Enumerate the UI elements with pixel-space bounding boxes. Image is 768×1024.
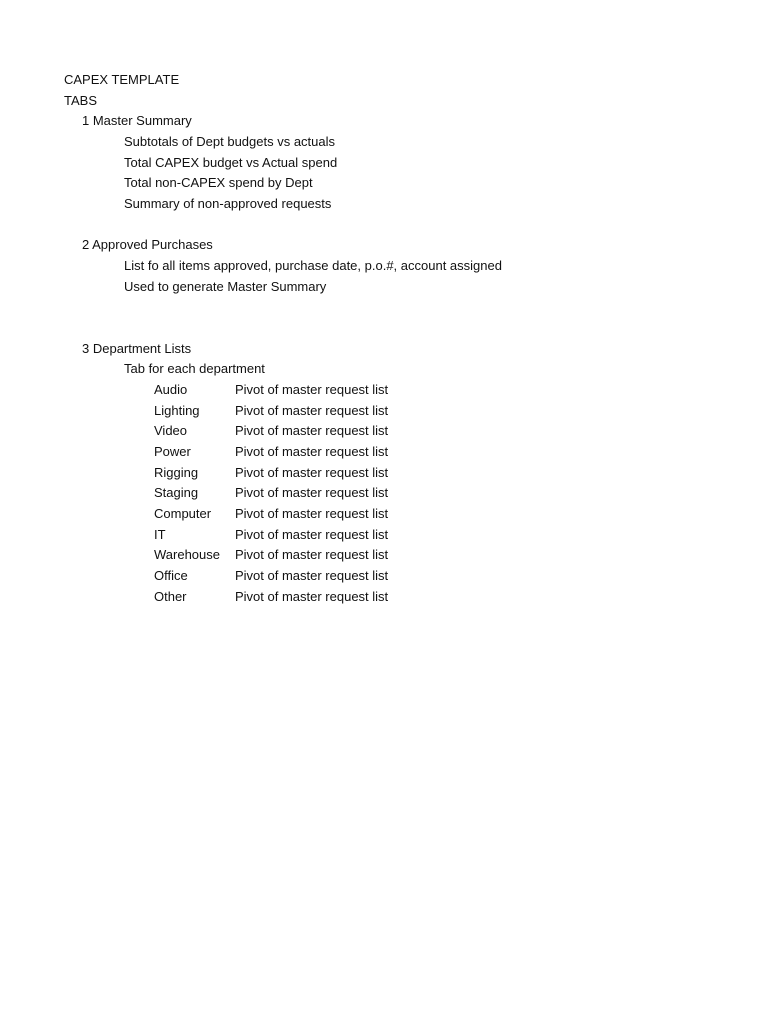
department-name: Other bbox=[154, 589, 187, 604]
department-description: Pivot of master request list bbox=[235, 382, 389, 397]
department-name: Staging bbox=[154, 485, 199, 500]
list-item: Tab for each department bbox=[124, 361, 265, 376]
department-description: Pivot of master request list bbox=[235, 506, 389, 521]
department-name: Audio bbox=[154, 382, 188, 397]
department-description: Pivot of master request list bbox=[235, 423, 389, 438]
section-heading-department-lists: 3 Department Lists bbox=[82, 341, 192, 356]
department-description: Pivot of master request list bbox=[235, 444, 389, 459]
department-description: Pivot of master request list bbox=[235, 485, 389, 500]
list-item: Total CAPEX budget vs Actual spend bbox=[124, 155, 338, 170]
department-name: Video bbox=[154, 423, 188, 438]
tabs-heading: TABS bbox=[64, 93, 97, 108]
department-name: IT bbox=[154, 527, 166, 542]
department-description: Pivot of master request list bbox=[235, 547, 389, 562]
section-heading-master-summary: 1 Master Summary bbox=[82, 113, 192, 128]
list-item: Summary of non-approved requests bbox=[124, 196, 332, 211]
department-name: Lighting bbox=[154, 403, 200, 418]
department-name: Office bbox=[154, 568, 188, 583]
department-description: Pivot of master request list bbox=[235, 527, 389, 542]
department-name: Power bbox=[154, 444, 191, 459]
department-description: Pivot of master request list bbox=[235, 568, 389, 583]
list-item: List fo all items approved, purchase date, p.o.#, account assigned bbox=[124, 258, 502, 273]
document-title: CAPEX TEMPLATE bbox=[64, 72, 180, 87]
department-name: Computer bbox=[154, 506, 212, 521]
department-name: Rigging bbox=[154, 465, 199, 480]
list-item: Subtotals of Dept budgets vs actuals bbox=[124, 134, 336, 149]
department-description: Pivot of master request list bbox=[235, 589, 389, 604]
list-item: Total non-CAPEX spend by Dept bbox=[124, 175, 313, 190]
department-description: Pivot of master request list bbox=[235, 403, 389, 418]
list-item: Used to generate Master Summary bbox=[124, 279, 327, 294]
section-heading-approved-purchases: 2 Approved Purchases bbox=[82, 237, 213, 252]
department-description: Pivot of master request list bbox=[235, 465, 389, 480]
department-name: Warehouse bbox=[154, 547, 220, 562]
